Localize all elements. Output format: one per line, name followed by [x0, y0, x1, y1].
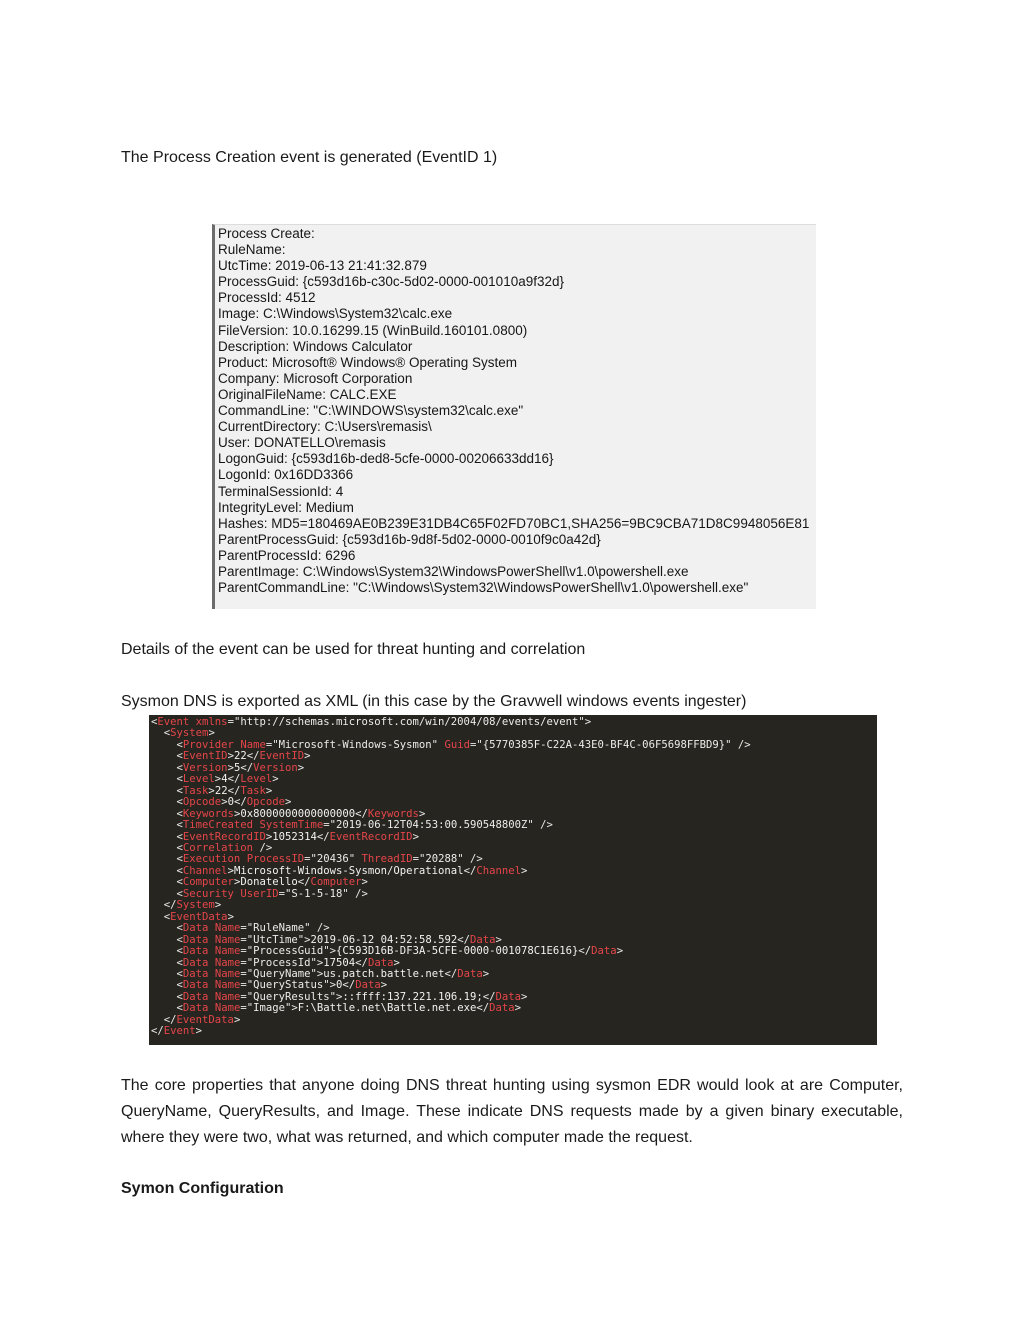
xml-token: Data — [355, 979, 381, 992]
xml-token: Task — [182, 784, 209, 797]
xml-token: Name — [214, 1002, 241, 1015]
xml-token: < — [176, 967, 183, 980]
xml-token: "QueryName" — [246, 967, 317, 980]
xml-token: > — [233, 807, 241, 820]
xml-token: Name — [240, 738, 266, 751]
xml-token: F:\Battle.net\Battle.net.exe — [297, 1002, 477, 1015]
xml-token: </ — [316, 830, 330, 843]
xml-token: < — [176, 796, 183, 809]
xml-token: 4 — [221, 773, 228, 786]
xml-token: < — [176, 990, 183, 1003]
xml-token: > — [214, 773, 222, 786]
xml-token: </ — [163, 899, 177, 912]
xml-token: Keywords — [182, 807, 234, 820]
xml-token: 5 — [233, 761, 241, 774]
process-field-line: CommandLine: "C:\WINDOWS\system32\calc.exe" — [218, 403, 524, 419]
xml-token: ::ffff:137.221.106.19; — [342, 990, 483, 1003]
xml-token: < — [176, 830, 183, 843]
xml-token: Opcode — [182, 796, 222, 809]
xml-token: Channel — [182, 864, 228, 877]
xml-token — [151, 911, 164, 923]
xml-token: Data — [182, 967, 209, 980]
xml-token: Task — [240, 784, 266, 797]
xml-token: Version — [253, 761, 298, 774]
xml-token: TimeCreated — [182, 819, 254, 832]
xml-token: Opcode — [246, 796, 286, 809]
xml-token: Name — [214, 979, 241, 992]
xml-token: </ — [355, 807, 368, 820]
xml-token: Data — [182, 1002, 209, 1015]
xml-token: Computer — [310, 876, 362, 889]
xml-token: < — [176, 784, 183, 797]
xml-token: Name — [214, 933, 241, 946]
process-field-line: ParentCommandLine: "C:\Windows\System32\WindowsPowerShell\v1.0\powershell.exe" — [218, 580, 749, 596]
xml-token: Data — [495, 990, 522, 1003]
xml-line — [151, 889, 877, 900]
xml-token: > — [227, 864, 234, 877]
xml-token: Name — [214, 990, 241, 1003]
xml-token: 22 — [233, 750, 247, 763]
xml-token: > — [514, 1002, 522, 1015]
xml-token: Data — [591, 945, 617, 958]
xml-token — [151, 842, 177, 854]
xml-token: Name — [214, 956, 241, 969]
xml-token: Data — [182, 979, 209, 992]
xml-token: < — [176, 933, 183, 946]
process-field-line: ParentProcessId: 6296 — [218, 547, 356, 563]
process-field-line: ParentProcessGuid: {c593d16b-9d8f-5d02-0000-0010f9c0a42d} — [218, 531, 601, 547]
xml-token: < — [176, 876, 183, 889]
xml-token: < — [176, 956, 183, 969]
xml-token: = — [240, 967, 247, 980]
xml-token: EventData — [170, 910, 228, 923]
xml-token: Data — [182, 933, 209, 946]
xml-token — [151, 899, 164, 911]
xml-token — [151, 796, 177, 808]
xml-token: Data — [182, 956, 209, 969]
xml-line — [151, 900, 877, 911]
xml-token — [151, 888, 177, 900]
xml-token: Keywords — [367, 807, 419, 820]
xml-token: > — [520, 864, 528, 877]
section-heading: Symon Configuration — [121, 1180, 284, 1197]
xml-token: Level — [182, 773, 215, 786]
xml-token: > — [208, 784, 215, 797]
process-field-line: User: DONATELLO\remasis — [218, 435, 386, 451]
process-field-line: UtcTime: 2019-06-13 21:41:32.879 — [218, 258, 427, 274]
xml-line — [151, 717, 877, 728]
xml-token: = — [469, 738, 477, 751]
xml-token: < — [176, 1002, 183, 1015]
xml-token: </ — [342, 979, 356, 992]
xml-token: </ — [476, 1002, 490, 1015]
xml-token: </ — [482, 990, 496, 1003]
xml-token: </ — [151, 1025, 164, 1038]
process-field-line: LogonGuid: {c593d16b-ded8-5cfe-0000-00206633dd16} — [218, 451, 554, 467]
xml-token: < — [176, 864, 183, 877]
xml-token: = — [227, 716, 234, 728]
xml-token: = — [278, 887, 285, 900]
process-field-line: Product: Microsoft® Windows® Operating System — [218, 354, 517, 370]
xml-token: 0x8000000000000000 — [240, 807, 356, 820]
xml-token — [151, 979, 177, 991]
xml-token: > — [297, 761, 305, 774]
xml-token: < — [163, 910, 171, 923]
xml-token: </ — [233, 796, 247, 809]
xml-token: = — [240, 979, 247, 992]
xml-token: "ProcessGuid" — [246, 945, 330, 958]
xml-token — [151, 922, 177, 934]
xml-token: > — [361, 876, 368, 889]
xml-token: EventRecordID — [182, 830, 266, 843]
xml-token: </ — [444, 967, 458, 980]
xml-token: 17504 — [323, 956, 356, 969]
process-create-lines — [218, 226, 816, 596]
xml-token — [151, 1002, 177, 1014]
xml-token: "RuleName" — [246, 922, 311, 935]
xml-token: > — [208, 727, 215, 740]
process-field-line: IntegrityLevel: Medium — [218, 499, 354, 515]
xml-token: Channel — [476, 864, 521, 877]
xml-token: > — [584, 716, 592, 728]
process-field-line: CurrentDirectory: C:\Users\remasis\ — [218, 419, 432, 435]
xml-token: </ — [463, 864, 477, 877]
xml-token: "http://schemas.microsoft.com/win/2004/08/events/event" — [233, 716, 585, 728]
xml-token: > — [227, 750, 234, 763]
xml-token — [151, 819, 177, 831]
xml-token: </ — [578, 945, 592, 958]
xml-token: > — [380, 979, 388, 992]
xml-line — [151, 1026, 877, 1037]
xml-token: UserID — [240, 887, 279, 900]
xml-token: "QueryStatus" — [246, 979, 330, 992]
xml-token: /> — [470, 853, 483, 866]
xml-token: Version — [182, 761, 228, 774]
process-create-screenshot — [212, 224, 816, 609]
xml-token: Name — [214, 922, 241, 935]
xml-token: > — [336, 990, 343, 1003]
xml-token: = — [240, 1002, 247, 1015]
xml-token — [151, 876, 177, 888]
xml-token — [151, 957, 177, 969]
xml-token: < — [176, 922, 183, 935]
xml-token: = — [240, 933, 247, 946]
xml-token: "20436" — [310, 853, 356, 866]
xml-token: Name — [214, 967, 241, 980]
xml-token: Data — [469, 933, 496, 946]
xml-token: System — [170, 727, 209, 740]
core-properties-paragraph: The core properties that anyone doing DNS threat hunting using sysmon EDR would look at are Computer, QueryName, QueryResults, and Image. These indicate DNS requests made by a given binary executable, where they were two, what was returned, and which computer made the request. — [121, 1077, 903, 1146]
xml-token: > — [233, 1013, 241, 1026]
xml-token: Event — [157, 716, 190, 728]
xml-token: = — [240, 990, 247, 1003]
xml-token: > — [495, 933, 502, 946]
xml-token: Event — [163, 1025, 196, 1038]
xml-token: /> — [259, 841, 273, 854]
xml-token: > — [329, 979, 337, 992]
xml-token: /> — [737, 738, 751, 751]
xml-token — [151, 853, 177, 865]
xml-token: "ProcessId" — [246, 956, 317, 969]
xml-token: </ — [227, 784, 241, 797]
xml-token: < — [176, 945, 183, 958]
process-field-line: LogonId: 0x16DD3366 — [218, 467, 354, 483]
xml-token: Data — [457, 967, 483, 980]
xml-token: "{5770385F-C22A-43E0-BF4C-06F5698FFBD9}" — [476, 738, 732, 751]
xml-token: </ — [227, 773, 241, 786]
xml-token: </ — [457, 933, 470, 946]
xml-token: > — [233, 876, 241, 889]
xml-token: > — [272, 773, 279, 786]
xml-token — [151, 968, 177, 980]
xml-token: "Microsoft-Windows-Sysmon" — [272, 738, 439, 751]
xml-token: Level — [240, 773, 273, 786]
xml-token: < — [176, 819, 183, 832]
xml-token: > — [521, 990, 528, 1003]
xml-token: > — [482, 967, 490, 980]
xml-token: = — [265, 738, 273, 751]
xml-token — [151, 785, 177, 797]
xml-token: Guid — [444, 738, 470, 751]
xml-token — [151, 1014, 164, 1026]
xml-token: /> — [540, 819, 553, 832]
process-field-line: Company: Microsoft Corporation — [218, 370, 413, 386]
xml-token: > — [265, 784, 273, 797]
xml-token: > — [291, 1002, 298, 1015]
xml-token: > — [265, 830, 273, 843]
xml-token: > — [304, 750, 311, 763]
xml-token: /> — [355, 887, 368, 900]
process-field-line: RuleName: — [218, 242, 286, 258]
process-field-line: Process Create: — [218, 226, 315, 241]
xml-token: < — [176, 750, 183, 763]
xml-token: = — [240, 956, 247, 969]
xml-token: < — [176, 887, 183, 900]
xml-token: < — [176, 807, 183, 820]
xml-token: > — [316, 956, 324, 969]
xml-token: "UtcTime" — [246, 933, 305, 946]
xml-token: = — [240, 922, 247, 935]
xml-token: > — [221, 796, 228, 809]
xml-token: Name — [214, 945, 241, 958]
xml-token: Computer — [182, 876, 234, 889]
xml-token: Security — [182, 887, 234, 900]
xml-token: > — [214, 899, 222, 912]
xml-token: Provider — [182, 738, 234, 751]
dns-intro-paragraph: Sysmon DNS is exported as XML (in this case by the Gravwell windows events ingester) — [121, 693, 747, 710]
xml-token: SystemTime — [259, 819, 324, 832]
xml-token: < — [176, 979, 183, 992]
xml-token: > — [616, 945, 624, 958]
xml-token: Correlation — [182, 841, 254, 854]
xml-token: > — [329, 945, 337, 958]
xml-token: = — [304, 853, 311, 866]
xml-token: {C593D16B-DF3A-5CFE-0000-001078C1E616} — [336, 945, 579, 958]
xml-token — [151, 808, 177, 820]
xml-token: </ — [246, 750, 260, 763]
xml-token: < — [176, 761, 183, 774]
xml-token: ProcessID — [246, 853, 305, 866]
xml-token: EventRecordID — [329, 830, 413, 843]
xml-event-lines — [151, 717, 877, 1038]
xml-token: EventID — [182, 750, 228, 763]
xml-token: "QueryResults" — [246, 990, 337, 1003]
xml-token: Data — [489, 1002, 515, 1015]
xml-token: > — [285, 796, 292, 809]
xml-token: Donatello — [240, 876, 298, 889]
xml-token: ThreadID — [361, 853, 413, 866]
process-field-line: Image: C:\Windows\System32\calc.exe — [218, 306, 453, 322]
xml-token: "Image" — [246, 1002, 292, 1015]
xml-token: </ — [240, 761, 254, 774]
xml-token: > — [412, 830, 419, 843]
xml-token: 22 — [214, 784, 228, 797]
xml-token: xmlns — [195, 716, 228, 728]
xml-token: System — [176, 899, 215, 912]
process-field-line: TerminalSessionId: 4 — [218, 483, 344, 499]
xml-token: < — [163, 727, 171, 740]
xml-token: </ — [163, 1013, 177, 1026]
xml-token — [151, 739, 177, 751]
xml-token — [151, 831, 177, 843]
xml-token: > — [227, 761, 234, 774]
xml-token — [151, 762, 177, 774]
xml-token: Data — [367, 956, 394, 969]
xml-token — [151, 773, 177, 785]
xml-token: > — [195, 1025, 203, 1038]
process-field-line: FileVersion: 10.0.16299.15 (WinBuild.160101.0800) — [218, 322, 528, 338]
xml-token: Data — [182, 922, 209, 935]
xml-token: 0 — [227, 796, 234, 809]
xml-token: > — [316, 967, 324, 980]
xml-event-screenshot — [149, 715, 877, 1045]
process-field-line: OriginalFileName: CALC.EXE — [218, 386, 397, 402]
xml-token: = — [323, 819, 330, 832]
details-paragraph: Details of the event can be used for threat hunting and correlation — [121, 641, 586, 658]
xml-token: </ — [355, 956, 368, 969]
xml-token: 2019-06-12 04:52:58.592 — [310, 933, 458, 946]
xml-token — [151, 945, 177, 957]
process-field-line: Hashes: MD5=180469AE0B239E31DB4C65F02FD70BC1,SHA256=9BC9CBA71D8C9948056E81 — [218, 515, 810, 531]
xml-token: > — [393, 956, 400, 969]
xml-token: < — [176, 738, 183, 751]
xml-token: EventID — [259, 750, 305, 763]
xml-token: < — [176, 853, 183, 866]
xml-token: 1052314 — [272, 830, 317, 843]
xml-token: EventData — [176, 1013, 234, 1026]
xml-token: < — [176, 773, 183, 786]
xml-token: = — [240, 945, 247, 958]
process-field-line: Description: Windows Calculator — [218, 338, 413, 354]
xml-token: = — [412, 853, 419, 866]
xml-token: Data — [182, 945, 209, 958]
xml-token: 0 — [336, 979, 343, 992]
xml-token: > — [304, 933, 311, 946]
xml-token: > — [418, 807, 426, 820]
process-field-line: ParentImage: C:\Windows\System32\WindowsPowerShell\v1.0\powershell.exe — [218, 563, 689, 579]
xml-token: </ — [297, 876, 311, 889]
xml-token: Microsoft-Windows-Sysmon/Operational — [233, 864, 464, 877]
xml-line — [151, 1003, 877, 1014]
process-field-line: ProcessId: 4512 — [218, 290, 316, 306]
xml-token — [151, 727, 164, 739]
xml-token — [151, 865, 177, 877]
xml-token — [151, 750, 177, 762]
xml-token: "20288" — [418, 853, 464, 866]
xml-token — [151, 934, 177, 946]
xml-line — [151, 1015, 877, 1026]
process-field-line: ProcessGuid: {c593d16b-c30c-5d02-0000-001010a9f32d} — [218, 274, 565, 290]
xml-token: < — [151, 716, 158, 728]
xml-token: "2019-06-12T04:53:00.590548800Z" — [329, 819, 534, 832]
xml-token — [151, 991, 177, 1003]
xml-token: "S-1-5-18" — [285, 887, 349, 900]
intro-paragraph: The Process Creation event is generated (EventID 1) — [121, 149, 498, 166]
xml-token: us.patch.battle.net — [323, 967, 445, 980]
xml-token: < — [176, 841, 183, 854]
xml-token: Data — [182, 990, 209, 1003]
xml-token: Execution — [182, 853, 241, 866]
xml-token: /> — [316, 922, 330, 935]
xml-token: > — [227, 910, 234, 923]
